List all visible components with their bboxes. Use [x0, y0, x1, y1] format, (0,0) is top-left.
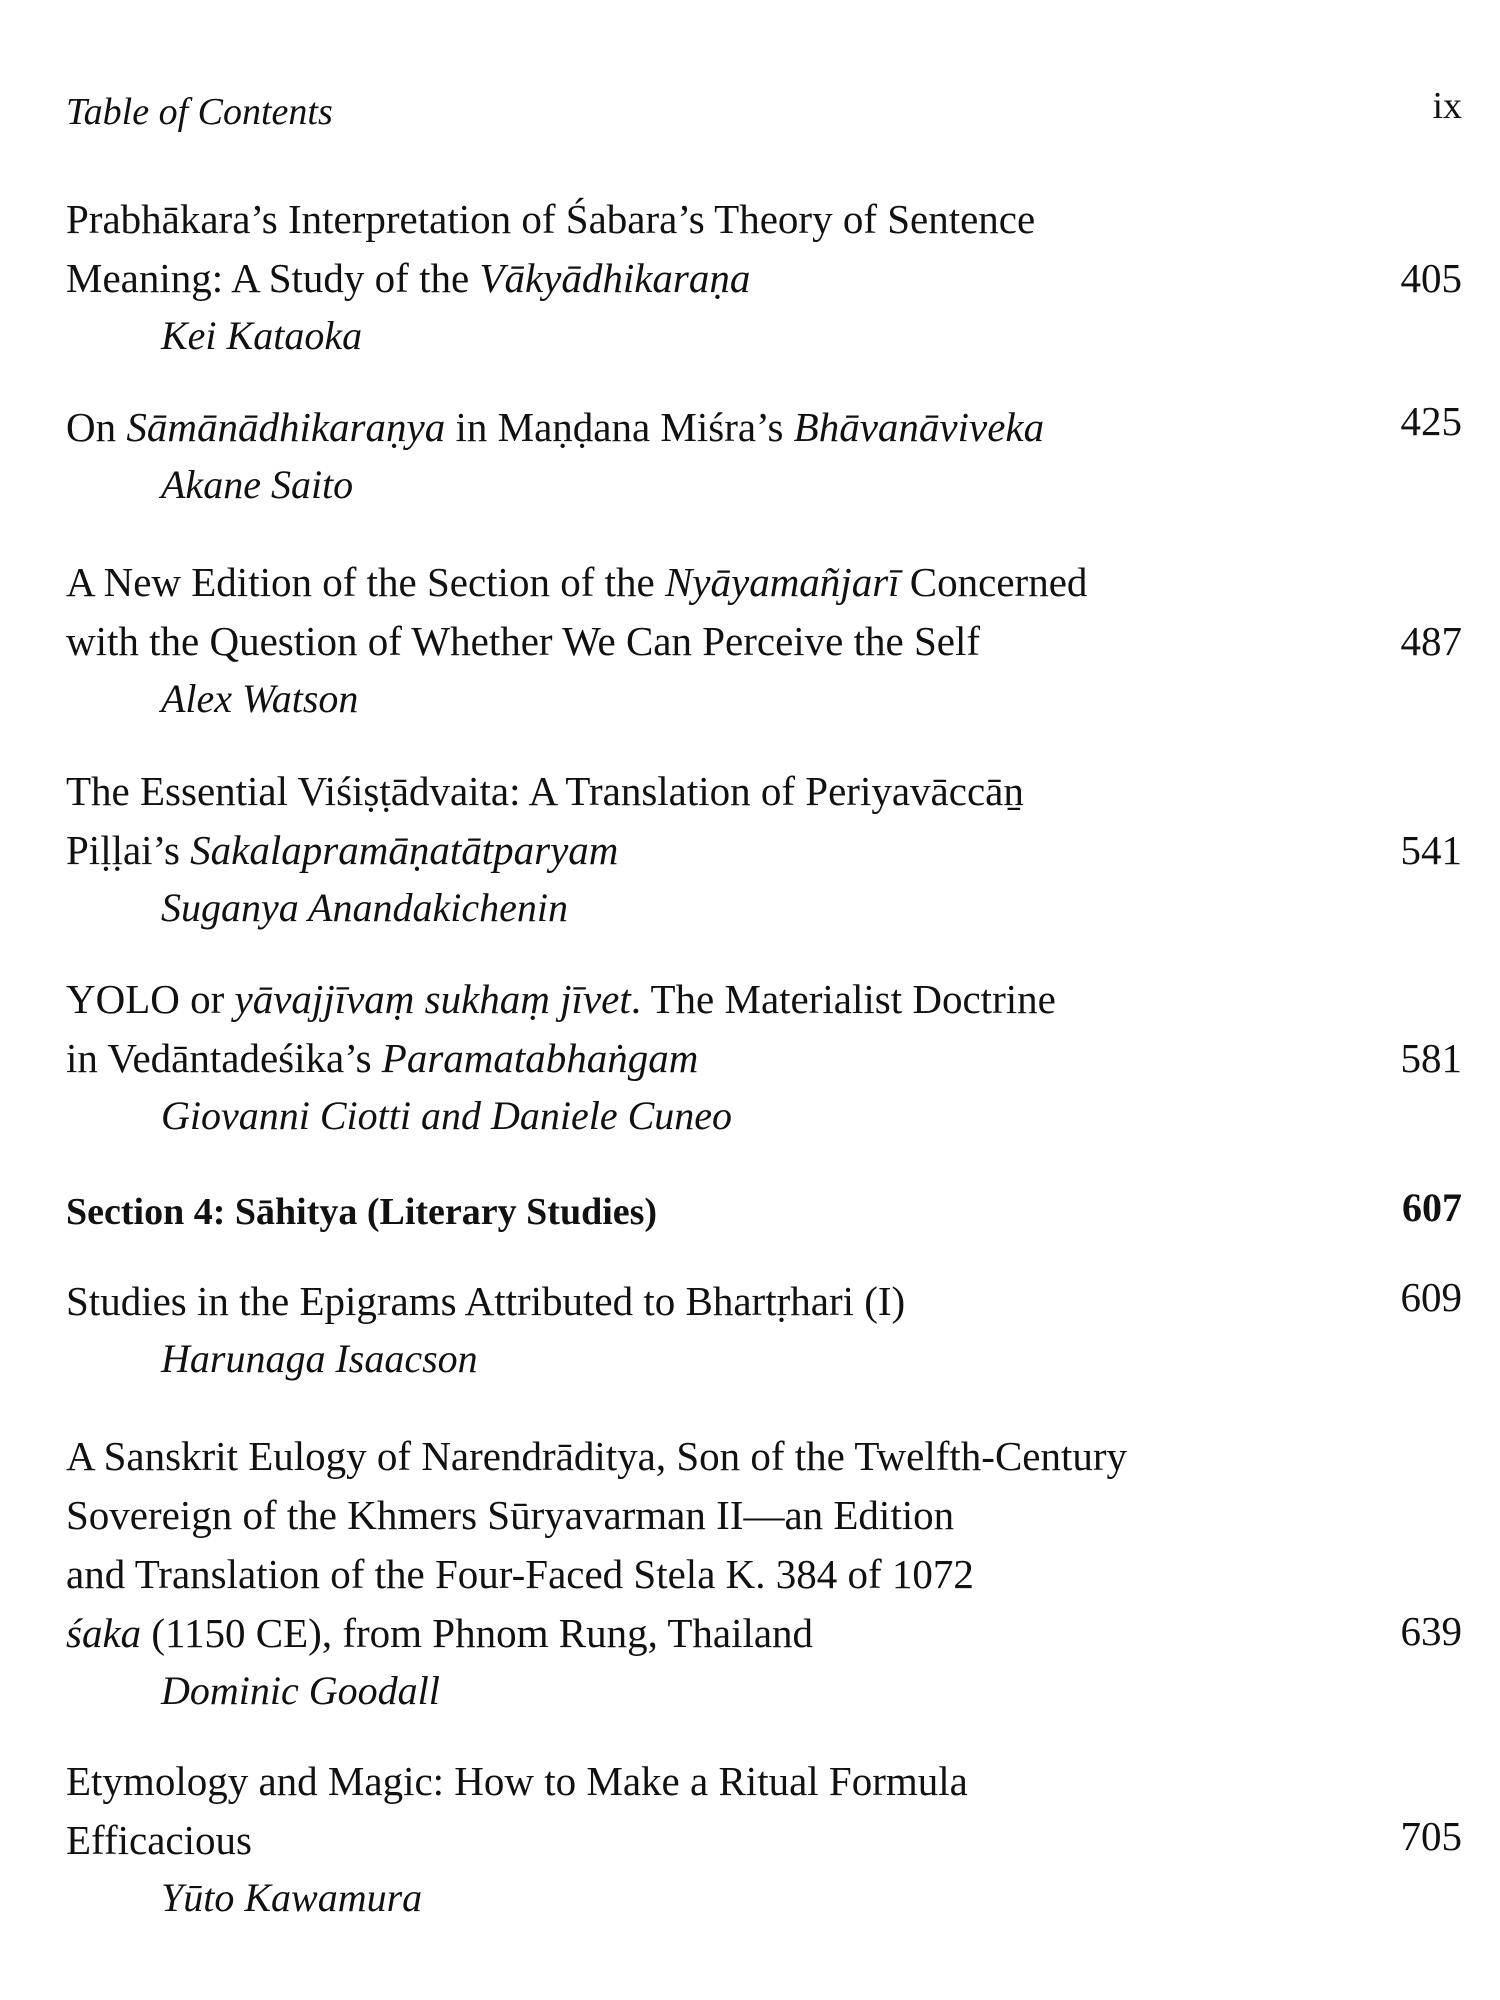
entry-author: Alex Watson	[161, 676, 359, 721]
running-header-title: Table of Contents	[66, 91, 333, 133]
toc-entry-isaacson	[66, 1272, 1462, 1387]
entry-page-number: 425	[1400, 398, 1462, 444]
section-page-number: 607	[1402, 1185, 1462, 1230]
entry-title: The Essential Viśiṣṭādvaita: A Translation of Periyavāccāṉ Piḷḷai’s Sakalapramāṇatātparyam	[66, 768, 1024, 873]
toc-entry-watson	[66, 553, 1462, 727]
entry-author: Suganya Anandakichenin	[161, 885, 568, 930]
entry-page-number: 705	[1400, 1813, 1462, 1859]
entry-page-number: 609	[1400, 1274, 1462, 1320]
entry-author: Kei Kataoka	[161, 313, 363, 358]
toc-entry-anandakichenin	[66, 762, 1462, 936]
toc-entry-saito	[66, 398, 1462, 513]
entry-page-number: 639	[1400, 1608, 1462, 1654]
section-heading	[66, 1184, 1462, 1240]
toc-entry-goodall	[66, 1427, 1462, 1719]
running-header	[66, 85, 1462, 140]
entry-page-number: 487	[1400, 618, 1462, 664]
toc-entry-kataoka	[66, 190, 1462, 364]
entry-title: Prabhākara’s Interpretation of Śabara’s Theory of Sentence Meaning: A Study of the Vākyādhikaraṇa	[66, 196, 1036, 301]
running-header-page-number: ix	[1432, 85, 1462, 127]
entry-title: Studies in the Epigrams Attributed to Bhartṛhari (I)	[66, 1278, 906, 1324]
entry-page-number: 405	[1400, 255, 1462, 301]
entry-title: Etymology and Magic: How to Make a Ritual Formula Efficacious	[66, 1758, 968, 1863]
section-label: Section 4: Sāhitya (Literary Studies)	[66, 1191, 658, 1233]
entry-page-number: 541	[1400, 827, 1462, 873]
entry-author: Giovanni Ciotti and Daniele Cuneo	[161, 1093, 733, 1138]
toc-entry-ciotti-cuneo	[66, 970, 1462, 1144]
entry-author: Harunaga Isaacson	[161, 1336, 478, 1381]
entry-author: Dominic Goodall	[161, 1668, 440, 1713]
entry-author: Akane Saito	[161, 462, 354, 507]
entry-title: A Sanskrit Eulogy of Narendrāditya, Son of the Twelfth-Century Sovereign of the Khmers Sūryavarman II—an Edition and Translation of the Four-Faced Stela K. 384 of 1072 śaka (1150 CE), from Phnom Rung, Thailand	[66, 1433, 1128, 1656]
entry-title: YOLO or yāvajjīvaṃ sukhaṃ jīvet. The Materialist Doctrine in Vedāntadeśika’s Paramatabhaṅgam	[66, 976, 1056, 1081]
entry-page-number: 581	[1400, 1035, 1462, 1081]
entry-title: On Sāmānādhikaraṇya in Maṇḍana Miśra’s Bhāvanāviveka	[66, 404, 1045, 450]
entry-author: Yūto Kawamura	[161, 1875, 423, 1920]
entry-title: A New Edition of the Section of the Nyāyamañjarī Concerned with the Question of Whether We Can Perceive the Self	[66, 559, 1088, 664]
toc-entry-kawamura	[66, 1752, 1462, 1926]
